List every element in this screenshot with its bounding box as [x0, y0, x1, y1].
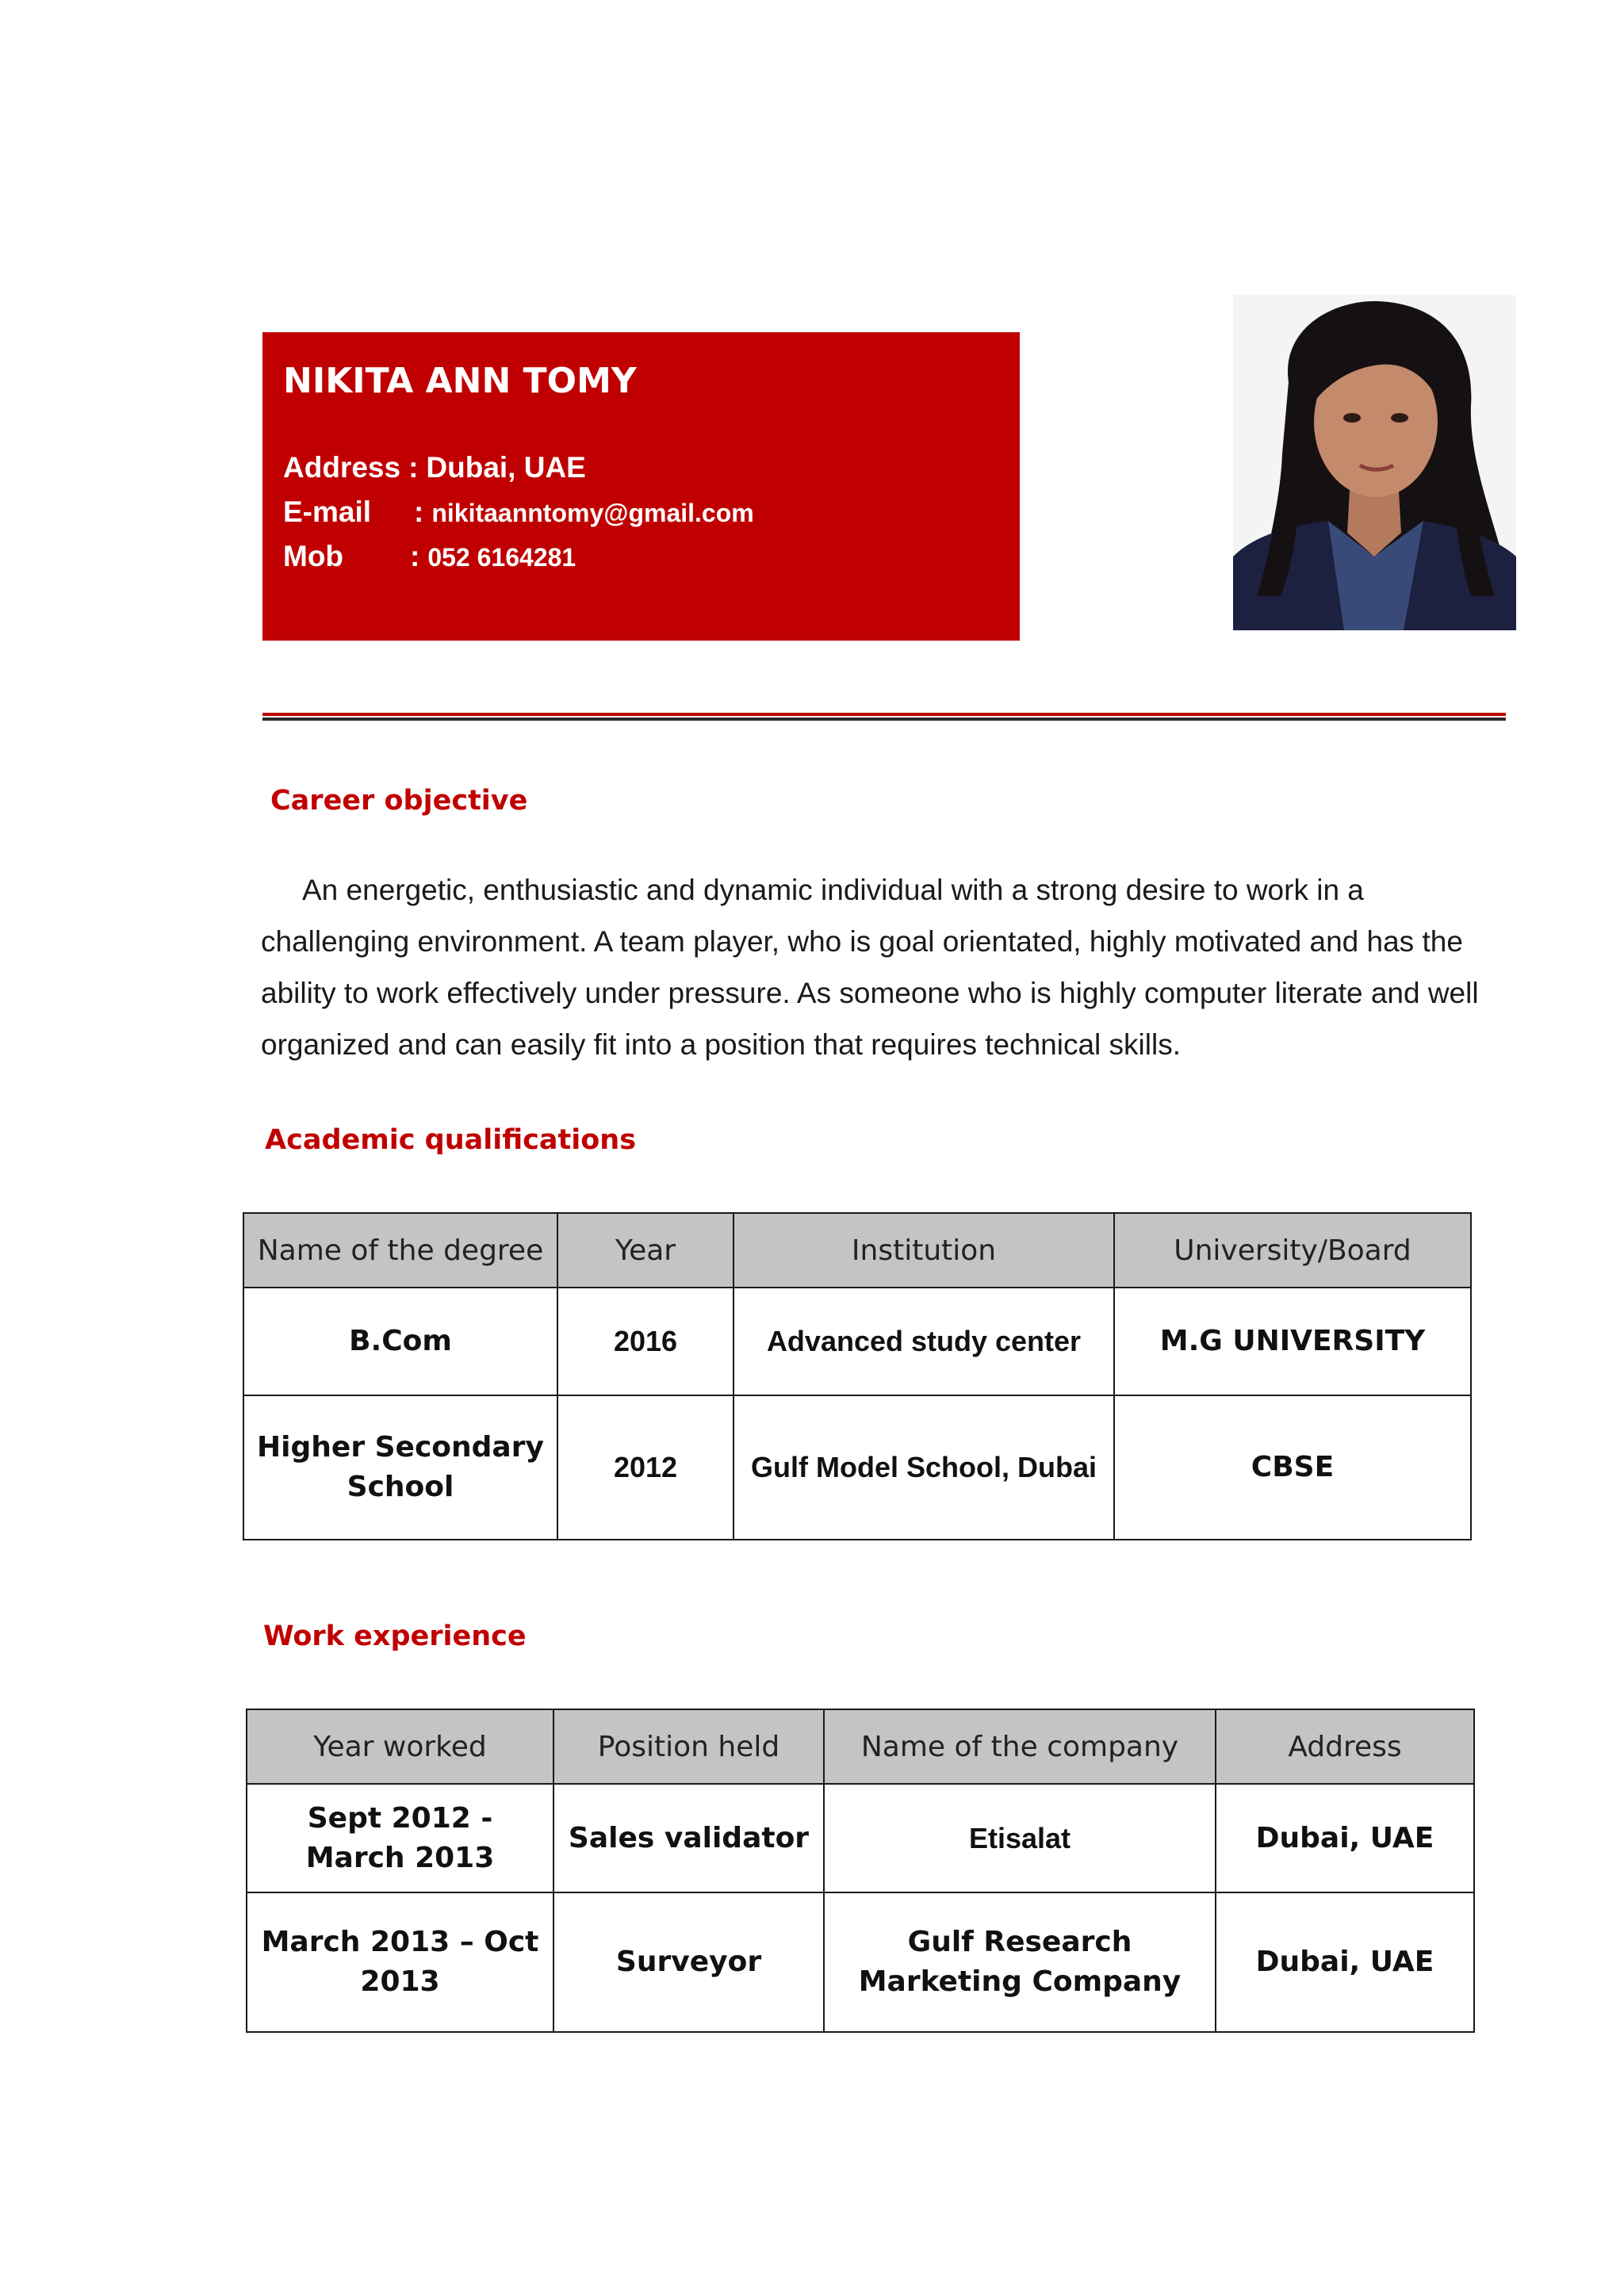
- mob-separator: :: [410, 540, 420, 572]
- academic-header-institution: Institution: [733, 1213, 1114, 1288]
- position-cell: Surveyor: [553, 1892, 824, 2032]
- year-cell: 2016: [557, 1288, 733, 1395]
- divider-dark: [262, 718, 1506, 721]
- mob-label: Mob: [283, 540, 344, 572]
- work-header-position: Position held: [553, 1709, 824, 1784]
- email-separator: :: [414, 496, 424, 528]
- academic-header-row: [243, 1213, 1471, 1288]
- year-cell: 2012: [557, 1395, 733, 1540]
- work-header-company: Name of the company: [824, 1709, 1216, 1784]
- career-objective-body: An energetic, enthusiastic and dynamic individual with a strong desire to work in a challenging environment. A team player, who is goal orientated, highly motivated and has the ability to work effectively under pressure. As someone who is highly computer literate and well organized and can easily fit into a position that requires technical skills.: [261, 874, 1479, 1061]
- university-cell: M.G UNIVERSITY: [1114, 1288, 1471, 1395]
- divider-red: [262, 713, 1506, 716]
- mob-value: 052 6164281: [427, 543, 576, 572]
- table-row: [243, 1288, 1471, 1395]
- company-cell: Gulf Research Marketing Company: [824, 1892, 1216, 2032]
- institution-cell: Gulf Model School, Dubai: [733, 1395, 1114, 1540]
- table-row: [243, 1395, 1471, 1540]
- year-worked-cell: March 2013 – Oct 2013: [247, 1892, 553, 2032]
- mob-row: [283, 540, 1020, 584]
- address-label: Address: [283, 451, 401, 484]
- position-cell: Sales validator: [553, 1784, 824, 1892]
- academic-qualifications-heading: Academic qualifications: [265, 1124, 637, 1156]
- table-row: [247, 1892, 1474, 2032]
- header-block: [262, 332, 1020, 641]
- degree-cell: B.Com: [243, 1288, 557, 1395]
- academic-header-university: University/Board: [1114, 1213, 1471, 1288]
- table-row: [247, 1784, 1474, 1892]
- academic-table: [243, 1212, 1472, 1540]
- address-cell: Dubai, UAE: [1216, 1892, 1474, 2032]
- address-value: Dubai, UAE: [426, 451, 586, 484]
- work-header-row: [247, 1709, 1474, 1784]
- career-objective-text: [261, 864, 1506, 1070]
- career-objective-heading: Career objective: [270, 785, 528, 817]
- work-header-year: Year worked: [247, 1709, 553, 1784]
- academic-header-year: Year: [557, 1213, 733, 1288]
- degree-cell: Higher Secondary School: [243, 1395, 557, 1540]
- address-cell: Dubai, UAE: [1216, 1784, 1474, 1892]
- address-separator: :: [408, 451, 419, 484]
- email-row: [283, 496, 1020, 540]
- work-header-address: Address: [1216, 1709, 1474, 1784]
- profile-photo-illustration: [1233, 295, 1516, 630]
- profile-photo: [1233, 295, 1516, 630]
- work-experience-heading: Work experience: [263, 1621, 527, 1652]
- email-label: E-mail: [283, 496, 372, 528]
- contact-info: [283, 451, 1020, 584]
- email-value: nikitaanntomy@gmail.com: [431, 499, 754, 527]
- year-worked-cell: Sept 2012 - March 2013: [247, 1784, 553, 1892]
- work-table: [246, 1709, 1475, 2033]
- candidate-name: NIKITA ANN TOMY: [283, 361, 637, 401]
- institution-cell: Advanced study center: [733, 1288, 1114, 1395]
- academic-header-degree: Name of the degree: [243, 1213, 557, 1288]
- company-cell: Etisalat: [824, 1784, 1216, 1892]
- university-cell: CBSE: [1114, 1395, 1471, 1540]
- address-row: [283, 451, 1020, 496]
